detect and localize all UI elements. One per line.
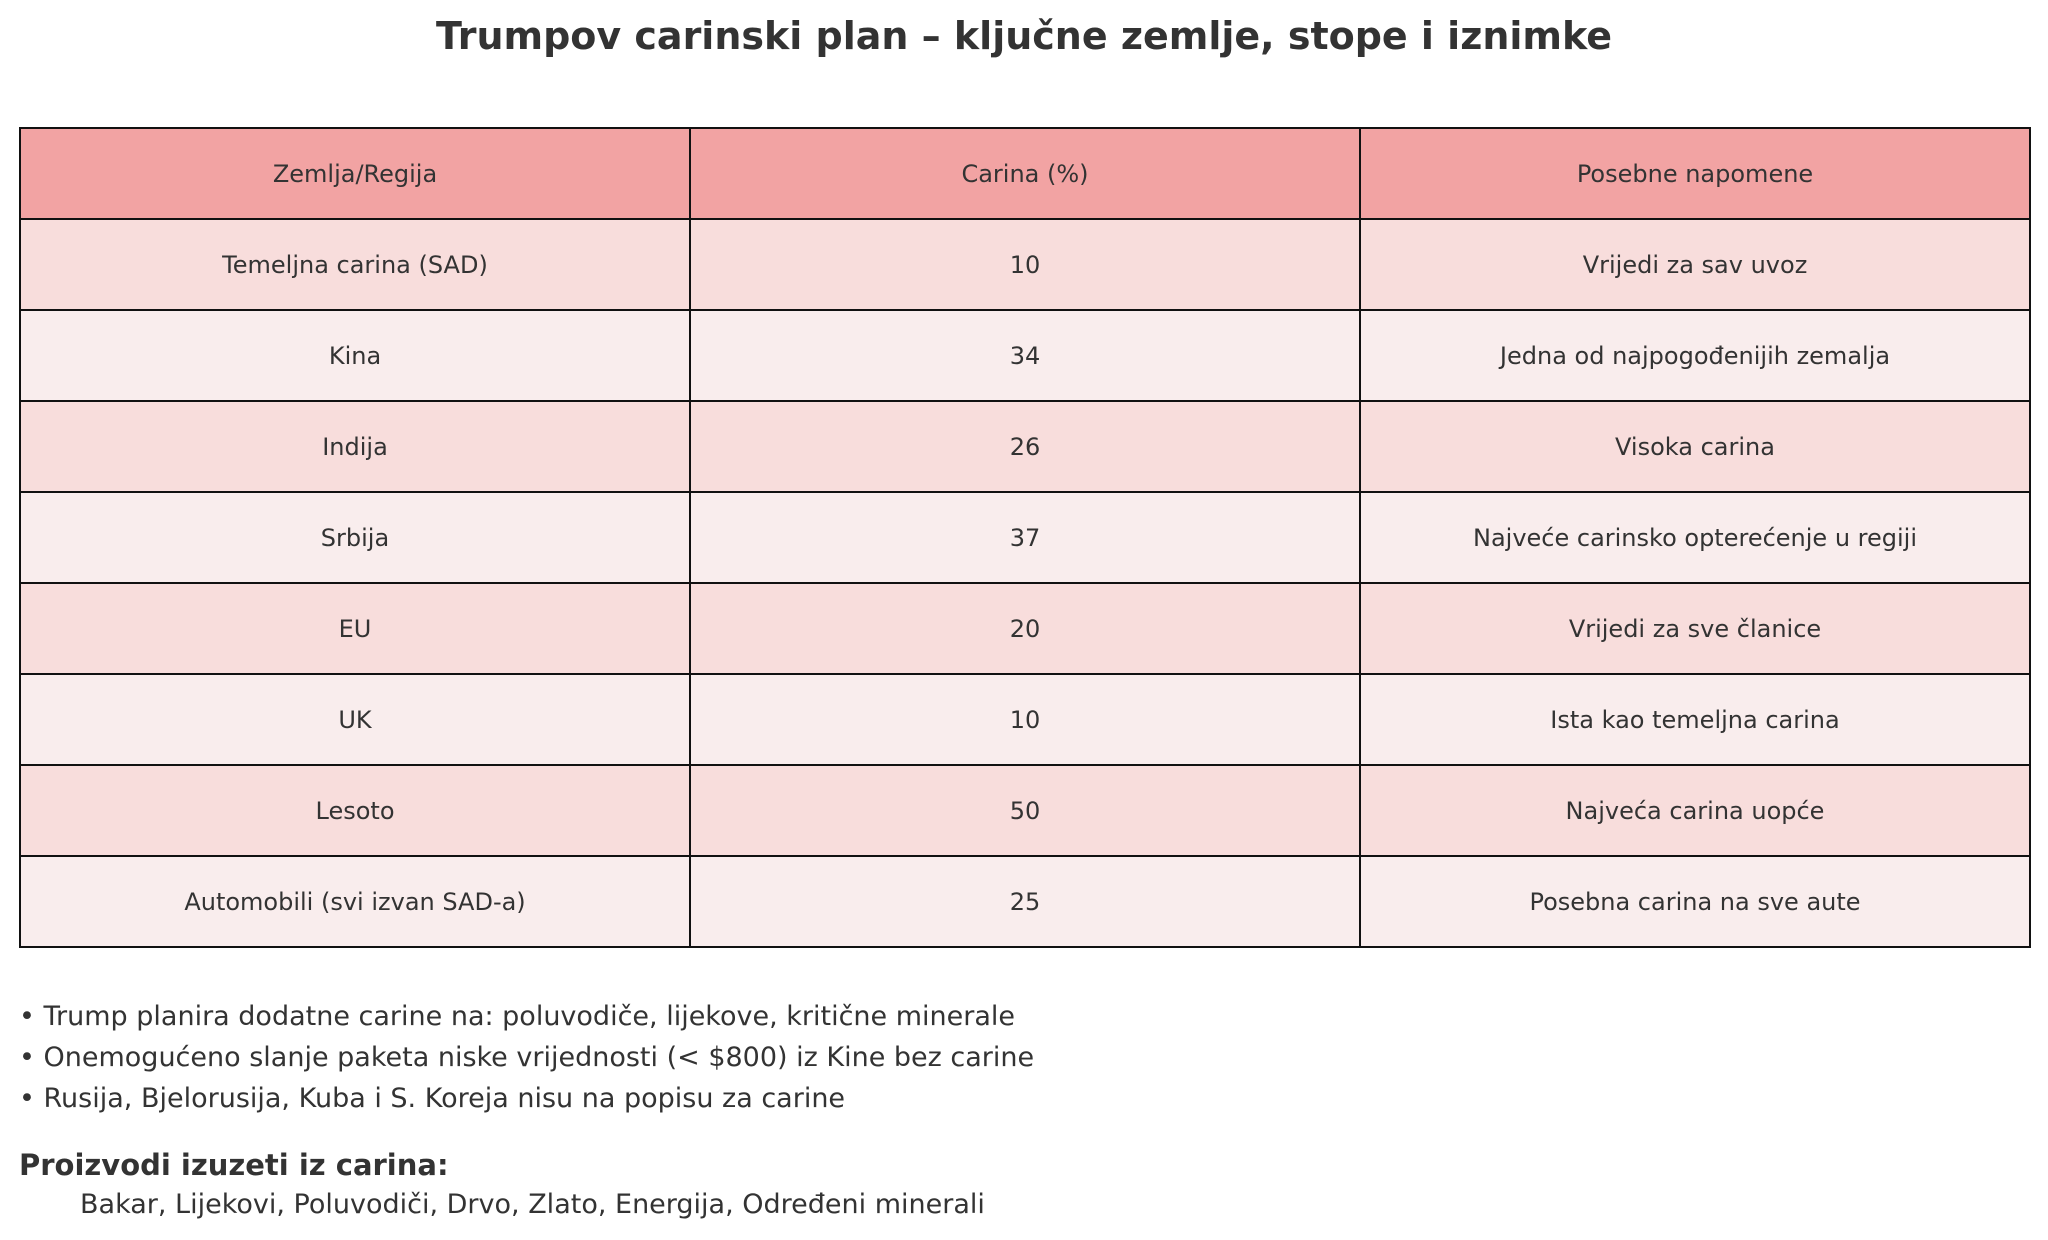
notes-cell: Jedna od najpogođenijih zemalja <box>1360 310 2030 401</box>
country-cell: EU <box>20 583 690 674</box>
note-item: • Onemogućeno slanje paketa niske vrijednosti (< $800) iz Kine bez carine <box>19 1042 1035 1073</box>
country-cell: Srbija <box>20 492 690 583</box>
note-item: • Rusija, Bjelorusija, Kuba i S. Koreja nisu na popisu za carine <box>19 1083 846 1114</box>
country-cell: UK <box>20 674 690 765</box>
table-row <box>20 219 2030 310</box>
notes-list <box>19 996 1034 1119</box>
notes-cell: Najveće carinsko opterećenje u regiji <box>1360 492 2030 583</box>
country-cell: Indija <box>20 401 690 492</box>
tariff-cell: 34 <box>690 310 1360 401</box>
page-title: Trumpov carinski plan – ključne zemlje, stope i iznimke <box>435 14 1613 58</box>
table-row <box>20 310 2030 401</box>
notes-cell: Najveća carina uopće <box>1360 765 2030 856</box>
country-cell: Automobili (svi izvan SAD-a) <box>20 856 690 947</box>
column-header-tariff: Carina (%) <box>690 128 1360 219</box>
tariff-cell: 26 <box>690 401 1360 492</box>
table-row <box>20 492 2030 583</box>
tariff-cell: 25 <box>690 856 1360 947</box>
notes-cell: Ista kao temeljna carina <box>1360 674 2030 765</box>
tariff-cell: 10 <box>690 219 1360 310</box>
column-header-country: Zemlja/Regija <box>20 128 690 219</box>
tariff-cell: 37 <box>690 492 1360 583</box>
country-cell: Lesoto <box>20 765 690 856</box>
notes-cell: Vrijedi za sve članice <box>1360 583 2030 674</box>
tariff-cell: 20 <box>690 583 1360 674</box>
country-cell: Temeljna carina (SAD) <box>20 219 690 310</box>
table-row <box>20 765 2030 856</box>
notes-cell: Vrijedi za sav uvoz <box>1360 219 2030 310</box>
table-row <box>20 856 2030 947</box>
exemptions-heading: Proizvodi izuzeti iz carina: <box>19 1148 449 1182</box>
tariff-cell: 50 <box>690 765 1360 856</box>
note-item: • Trump planira dodatne carine na: poluvodiče, lijekove, kritične minerale <box>19 1001 1016 1032</box>
notes-cell: Visoka carina <box>1360 401 2030 492</box>
table-header-row <box>20 128 2030 219</box>
tariff-cell: 10 <box>690 674 1360 765</box>
notes-cell: Posebna carina na sve aute <box>1360 856 2030 947</box>
exemptions-list: Bakar, Lijekovi, Poluvodiči, Drvo, Zlato, Energija, Određeni minerali <box>80 1189 985 1220</box>
table-row <box>20 401 2030 492</box>
tariff-table <box>19 127 2031 948</box>
table-row <box>20 674 2030 765</box>
table-row <box>20 583 2030 674</box>
country-cell: Kina <box>20 310 690 401</box>
column-header-notes: Posebne napomene <box>1360 128 2030 219</box>
